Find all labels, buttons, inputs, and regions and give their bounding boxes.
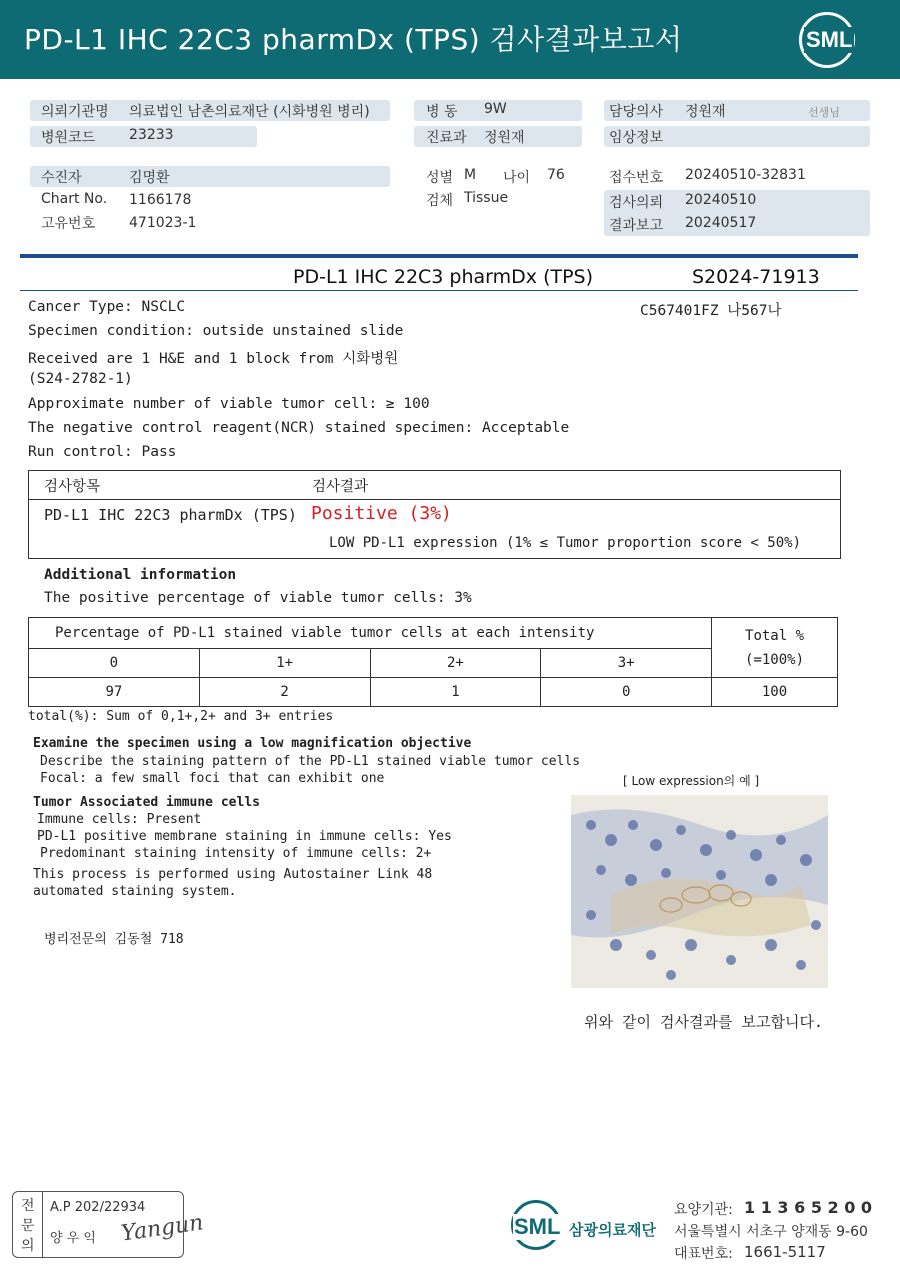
pathologist-signature: 병리전문의 김동철 718 bbox=[44, 932, 184, 947]
phone-value: 1661-5117 bbox=[744, 1243, 826, 1261]
stamp-char: 의 bbox=[21, 1238, 35, 1254]
viable-cells-line: Approximate number of viable tumor cell: ≥ 100 bbox=[28, 396, 430, 412]
section-rule bbox=[20, 254, 858, 258]
process-line2: automated staining system. bbox=[33, 884, 237, 899]
org-logo: SML bbox=[514, 1214, 561, 1239]
ward-label: 병 동 bbox=[426, 104, 458, 120]
doctor-label: 담당의사 bbox=[609, 104, 664, 120]
unique-label: 고유번호 bbox=[41, 216, 96, 232]
title-underline bbox=[20, 290, 858, 291]
total-header-line1: Total % bbox=[745, 627, 805, 644]
institution-value: 의료법인 남촌의료재단 (시화병원 병리) bbox=[129, 104, 370, 120]
sml-logo: SML bbox=[806, 27, 853, 52]
immune-line3: Predominant staining intensity of immune cells: 2+ bbox=[40, 846, 432, 861]
request-label: 검사의뢰 bbox=[609, 195, 664, 211]
dept-label: 진료과 bbox=[426, 130, 467, 146]
test-title: PD-L1 IHC 22C3 pharmDx (TPS) bbox=[293, 266, 594, 288]
receipt-label: 접수번호 bbox=[609, 170, 664, 186]
case-number: (S24-2782-1) bbox=[28, 371, 133, 387]
org-name: 삼광의료재단 bbox=[569, 1221, 656, 1239]
report-header bbox=[0, 0, 900, 79]
report-date-label: 결과보고 bbox=[609, 218, 664, 234]
code-value: 1 1 3 6 5 2 0 0 bbox=[744, 1198, 873, 1217]
received-line: Received are 1 H&E and 1 block from 시화병원 bbox=[28, 351, 399, 367]
chart-label: Chart No. bbox=[41, 191, 108, 207]
image-caption: [ Low expression의 예 ] bbox=[623, 774, 760, 788]
hospital-code-value: 23233 bbox=[129, 127, 174, 143]
dept-value: 정원재 bbox=[484, 130, 525, 146]
intensity-table bbox=[28, 617, 838, 707]
examine-line1: Describe the staining pattern of the PD-L1 stained viable tumor cells bbox=[40, 754, 581, 769]
clinical-label: 임상정보 bbox=[609, 130, 664, 146]
chart-value: 1166178 bbox=[129, 192, 192, 208]
report-number: S2024-71913 bbox=[692, 266, 820, 288]
report-title: PD-L1 IHC 22C3 pharmDx (TPS) 검사결과보고서 bbox=[24, 23, 683, 56]
ward-value: 9W bbox=[484, 101, 507, 117]
examine-line2: Focal: a few small foci that can exhibit one bbox=[40, 771, 385, 786]
specimen-condition: Specimen condition: outside unstained slide bbox=[28, 323, 404, 339]
stamp-column bbox=[13, 1192, 43, 1257]
doctor-suffix: 선생님 bbox=[808, 106, 840, 119]
receipt-value: 20240510-32831 bbox=[685, 167, 806, 183]
stamp-char: 문 bbox=[21, 1218, 35, 1234]
patient-bar bbox=[30, 166, 390, 187]
additional-line: The positive percentage of viable tumor cells: 3% bbox=[44, 590, 472, 606]
micrograph-image bbox=[571, 795, 828, 988]
specimen-label: 검체 bbox=[426, 193, 454, 209]
intensity-value: 2 bbox=[199, 678, 370, 707]
age-value: 76 bbox=[547, 167, 565, 183]
unique-value: 471023-1 bbox=[129, 215, 197, 231]
intensity-level: 2+ bbox=[370, 649, 541, 678]
result-header: 검사결과 bbox=[312, 479, 369, 495]
intensity-value: 1 bbox=[370, 678, 541, 707]
total-note: total(%): Sum of 0,1+,2+ and 3+ entries bbox=[28, 709, 334, 724]
specimen-value: Tissue bbox=[464, 190, 509, 206]
additional-title: Additional information bbox=[44, 567, 237, 583]
closing-statement: 위와 같이 검사결과를 보고합니다. bbox=[584, 1013, 823, 1031]
immune-title: Tumor Associated immune cells bbox=[33, 795, 260, 810]
signature: Yangun bbox=[119, 1210, 205, 1247]
block-id: C567401FZ 나567나 bbox=[640, 303, 782, 319]
intensity-level: 0 bbox=[29, 649, 200, 678]
phone-label: 대표번호: bbox=[674, 1246, 733, 1262]
expression-note: LOW PD-L1 expression (1% ≤ Tumor proportion score < 50%) bbox=[329, 535, 802, 551]
patient-label: 수진자 bbox=[41, 170, 82, 186]
sex-value: M bbox=[464, 167, 477, 183]
intensity-level: 3+ bbox=[541, 649, 712, 678]
cancer-type: Cancer Type: NSCLC bbox=[28, 299, 186, 315]
process-line1: This process is performed using Autostainer Link 48 bbox=[33, 867, 433, 882]
ncr-line: The negative control reagent(NCR) stained specimen: Acceptable bbox=[28, 420, 570, 436]
examine-title: Examine the specimen using a low magnification objective bbox=[33, 736, 472, 751]
immune-line2: PD-L1 positive membrane staining in immune cells: Yes bbox=[37, 829, 452, 844]
stamp-ap-number: A.P 202/22934 bbox=[50, 1200, 146, 1215]
immune-line1: Immune cells: Present bbox=[37, 812, 202, 827]
total-header-line2: (=100%) bbox=[745, 651, 805, 668]
age-label: 나이 bbox=[503, 170, 531, 186]
stamp-char: 전 bbox=[21, 1198, 35, 1214]
intensity-header: Percentage of PD-L1 stained viable tumor cells at each intensity bbox=[29, 618, 712, 649]
specialist-stamp bbox=[12, 1191, 205, 1258]
intensity-level: 1+ bbox=[199, 649, 370, 678]
test-name: PD-L1 IHC 22C3 pharmDx (TPS) bbox=[44, 506, 297, 524]
report-date-value: 20240517 bbox=[685, 215, 757, 231]
org-address: 서울특별시 서초구 양재동 9-60 bbox=[674, 1224, 868, 1240]
sex-label: 성별 bbox=[426, 170, 454, 186]
hospital-code-label: 병원코드 bbox=[41, 130, 96, 146]
run-control-line: Run control: Pass bbox=[28, 444, 177, 460]
institution-label: 의뢰기관명 bbox=[41, 104, 109, 120]
total-header bbox=[712, 618, 838, 678]
intensity-value: 0 bbox=[541, 678, 712, 707]
result-box-divider bbox=[29, 499, 840, 500]
code-label: 요양기관: bbox=[674, 1202, 733, 1218]
doctor-value: 정원재 bbox=[685, 104, 726, 120]
test-result: Positive (3%) bbox=[311, 503, 452, 524]
total-value: 100 bbox=[712, 678, 838, 707]
patient-value: 김명환 bbox=[129, 170, 170, 186]
request-value: 20240510 bbox=[685, 192, 757, 208]
stamp-name: 양 우 익 bbox=[50, 1231, 96, 1246]
item-header: 검사항목 bbox=[44, 479, 101, 495]
intensity-value: 97 bbox=[29, 678, 200, 707]
